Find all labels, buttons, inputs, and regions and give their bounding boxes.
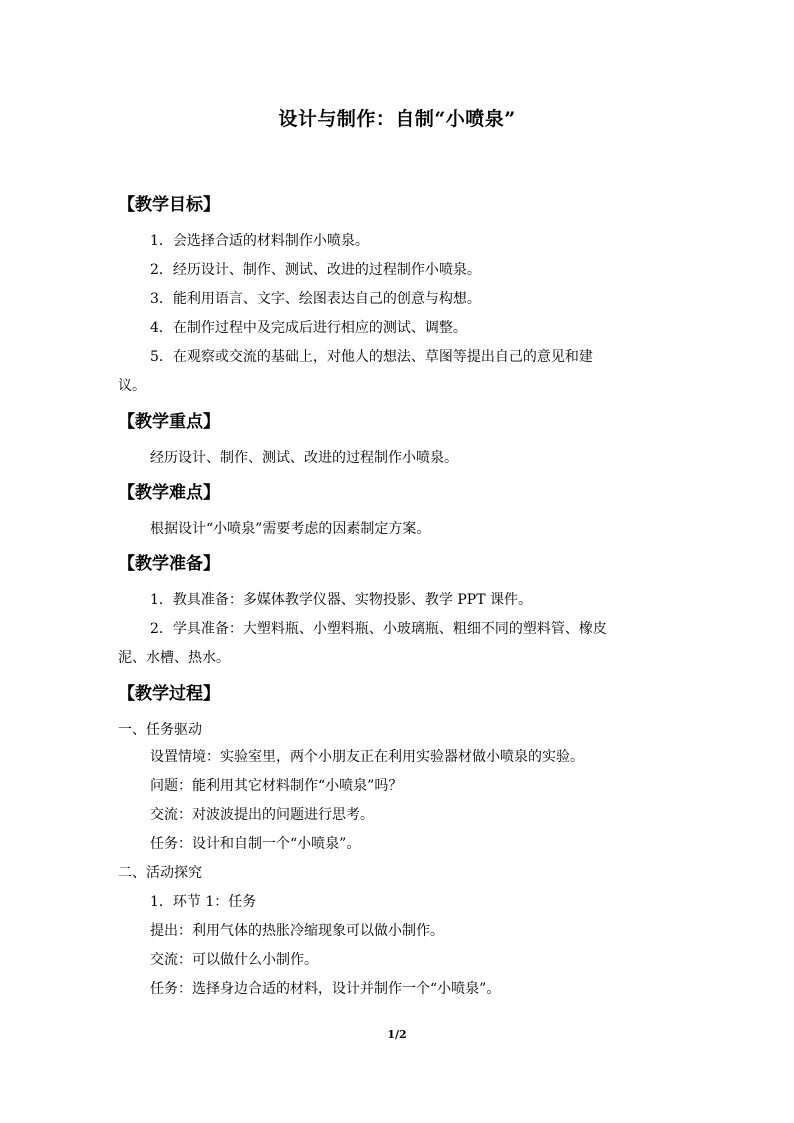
section-heading-goals: 【教学目标】 [118,195,220,215]
process-line: 问题：能利用其它材料制作“小喷泉”吗？ [150,778,403,794]
preparation-item: 2．学具准备：大塑料瓶、小塑料瓶、小玻璃瓶、粗细不同的塑料管、橡皮 [150,621,607,637]
process-line: 交流：可以做什么小制作。 [150,952,318,968]
section-heading-process: 【教学过程】 [118,684,220,704]
section-heading-preparation: 【教学准备】 [118,554,220,574]
document-title: 设计与制作：自制“小喷泉” [278,108,516,130]
goal-item: 5．在观察或交流的基础上，对他人的想法、草图等提出自己的意见和建 [150,349,593,365]
key-points-text: 经历设计、制作、测试、改进的过程制作小喷泉。 [150,450,458,466]
process-line: 设置情境：实验室里，两个小朋友正在利用实验器材做小喷泉的实验。 [150,749,584,765]
page-number: 1/2 [387,1028,407,1041]
preparation-item-continuation: 泥、水槽、热水。 [118,650,230,666]
process-line: 1．环节 1：任务 [150,894,257,910]
process-part-title: 一、任务驱动 [118,722,202,738]
goal-item: 4．在制作过程中及完成后进行相应的测试、调整。 [150,320,467,336]
process-line: 任务：设计和自制一个“小喷泉”。 [150,836,361,852]
process-line: 任务：选择身边合适的材料，设计并制作一个“小喷泉”。 [150,981,501,997]
process-line: 交流：对波波提出的问题进行思考。 [150,807,374,823]
section-heading-difficulties: 【教学难点】 [118,483,220,503]
section-heading-key-points: 【教学重点】 [118,412,220,432]
process-part-title: 二、活动探究 [118,865,202,881]
goal-item: 3．能利用语言、文字、绘图表达自己的创意与构想。 [150,291,481,307]
preparation-item: 1．教具准备：多媒体教学仪器、实物投影、教学 PPT 课件。 [150,592,532,608]
difficulties-text: 根据设计“小喷泉”需要考虑的因素制定方案。 [150,521,431,537]
process-line: 提出：利用气体的热胀冷缩现象可以做小制作。 [150,923,444,939]
goal-item: 2．经历设计、制作、测试、改进的过程制作小喷泉。 [150,262,481,278]
goal-item: 1．会选择合适的材料制作小喷泉。 [150,233,369,249]
goal-item-continuation: 议。 [118,378,146,394]
